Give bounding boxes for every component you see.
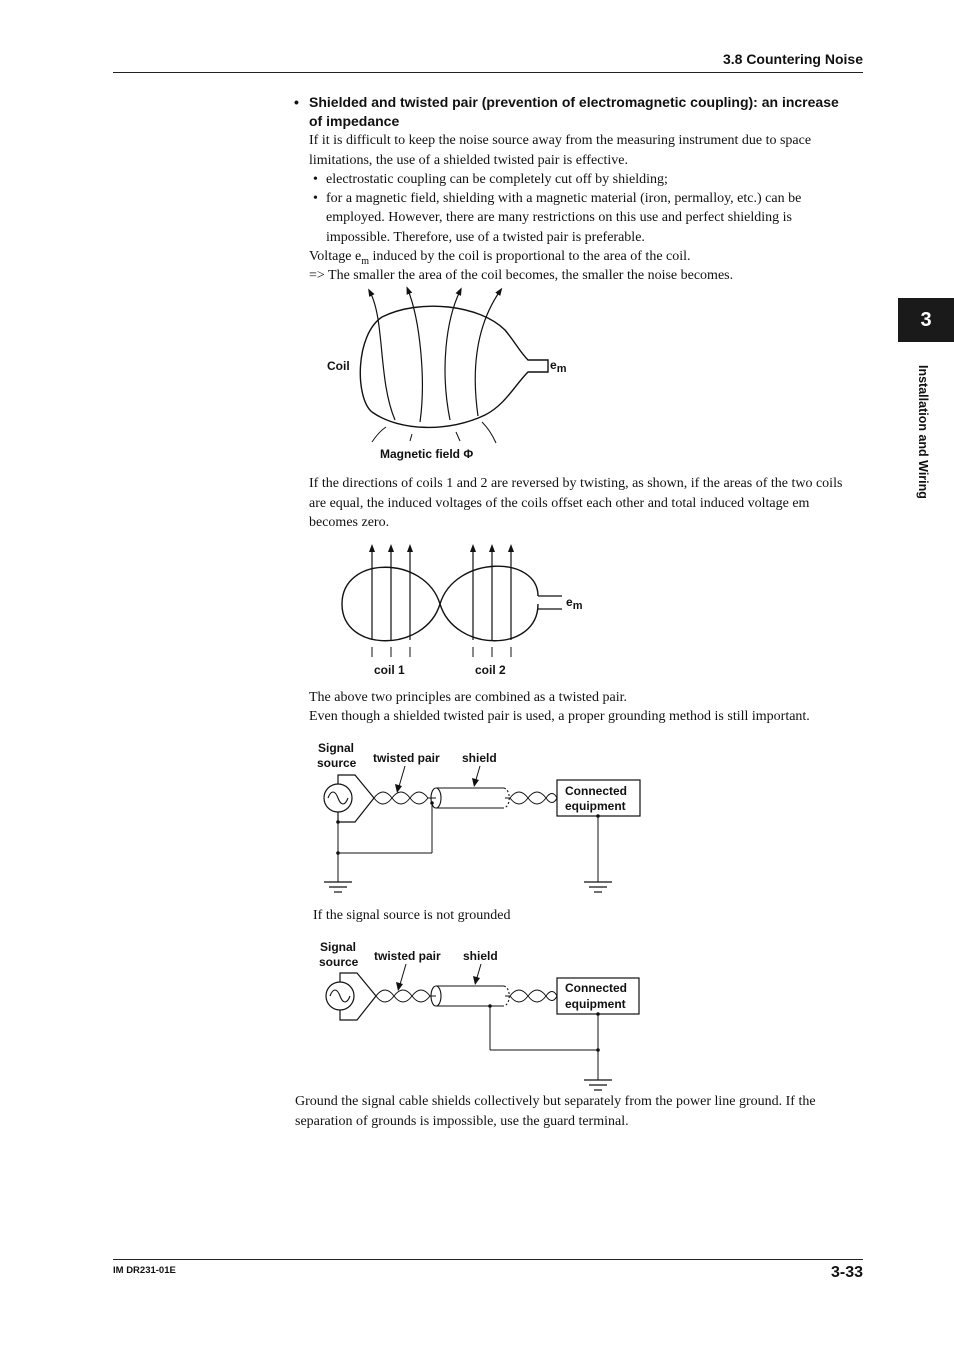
shield-figure-1 [310,735,650,900]
bullet-icon: • [294,94,299,110]
coil1-label: coil 1 [374,663,405,677]
arrow-line: => The smaller the area of the coil becomes, the smaller the noise becomes. [309,268,734,283]
sub-bullet-icon: • [313,191,318,206]
twisted-pair-label: twisted pair [373,751,440,765]
chapter-side-title: Installation and Wiring [916,365,930,499]
caption-not-grounded: If the signal source is not grounded [313,908,511,923]
voltage-line: Voltage $e_m$ induced by the coil is proportional to the area of the coil. [309,249,691,267]
page-number: 3-33 [830,1264,863,1281]
em-label: em [566,595,583,612]
para2-line1: If the directions of coils 1 and 2 are reversed by twisting, as shown, if the areas of the two coils [309,476,843,491]
sub-bullet-2-line3: impossible. Therefore, use of a twisted pair is preferable. [326,230,645,245]
shield-figure-2 [310,935,650,1095]
para1-line1: If it is difficult to keep the noise source away from the measuring instrument due to space [309,133,812,148]
equipment-label: equipment [565,799,626,813]
signal-source-label: source [319,955,359,969]
bullet-heading-line1: Shielded and twisted pair (prevention of electromagnetic coupling): an increase [309,94,839,110]
para1-line2: limitations, the use of a shielded twisted pair is effective. [309,153,628,168]
equipment-label: Connected [565,784,628,798]
magnetic-field-label: Magnetic field Φ [380,447,474,461]
sub-bullet-icon: • [313,172,318,187]
twisted-pair-label: twisted pair [374,949,441,963]
signal-source-label: Signal [320,940,357,954]
bullet-heading-line2: of impedance [309,113,400,129]
closing-line2: separation of grounds is impossible, use the guard terminal. [295,1114,629,1129]
doc-id: IM DR231-01E [113,1265,176,1276]
sub-bullet-1: electrostatic coupling can be completely cut off by shielding; [326,172,668,187]
header-rule [113,72,863,73]
signal-source-label: Signal [318,741,355,755]
para2-line3: becomes zero. [309,515,390,530]
para2-line2: are equal, the induced voltages of the coils offset each other and total induced voltage em [309,496,810,511]
closing-line1: Ground the signal cable shields collectively but separately from the power line ground. If the [295,1094,816,1109]
sub-bullet-2-line2: employed. However, there are many restrictions on this use and perfect shielding is [326,210,792,225]
coil-figure [300,282,600,467]
coil2-label: coil 2 [475,663,506,677]
em-label: em [550,358,567,375]
sub-bullet-2-line1: for a magnetic field, shielding with a magnetic material (iron, permalloy, etc.) can be [326,191,802,206]
para3-line1: The above two principles are combined as a twisted pair. [309,690,628,705]
equipment-label: equipment [565,997,626,1011]
footer-rule [113,1259,863,1260]
chapter-tab[interactable]: 3 [898,298,954,342]
section-header: 3.8 Countering Noise [722,51,863,67]
shield-label: shield [463,949,498,963]
coil-label: Coil [327,359,350,373]
equipment-label: Connected [565,981,628,995]
para3-line2: Even though a shielded twisted pair is used, a proper grounding method is still important. [309,709,810,724]
twisted-coil-figure [330,540,600,680]
shield-label: shield [462,751,497,765]
signal-source-label: source [317,756,357,770]
